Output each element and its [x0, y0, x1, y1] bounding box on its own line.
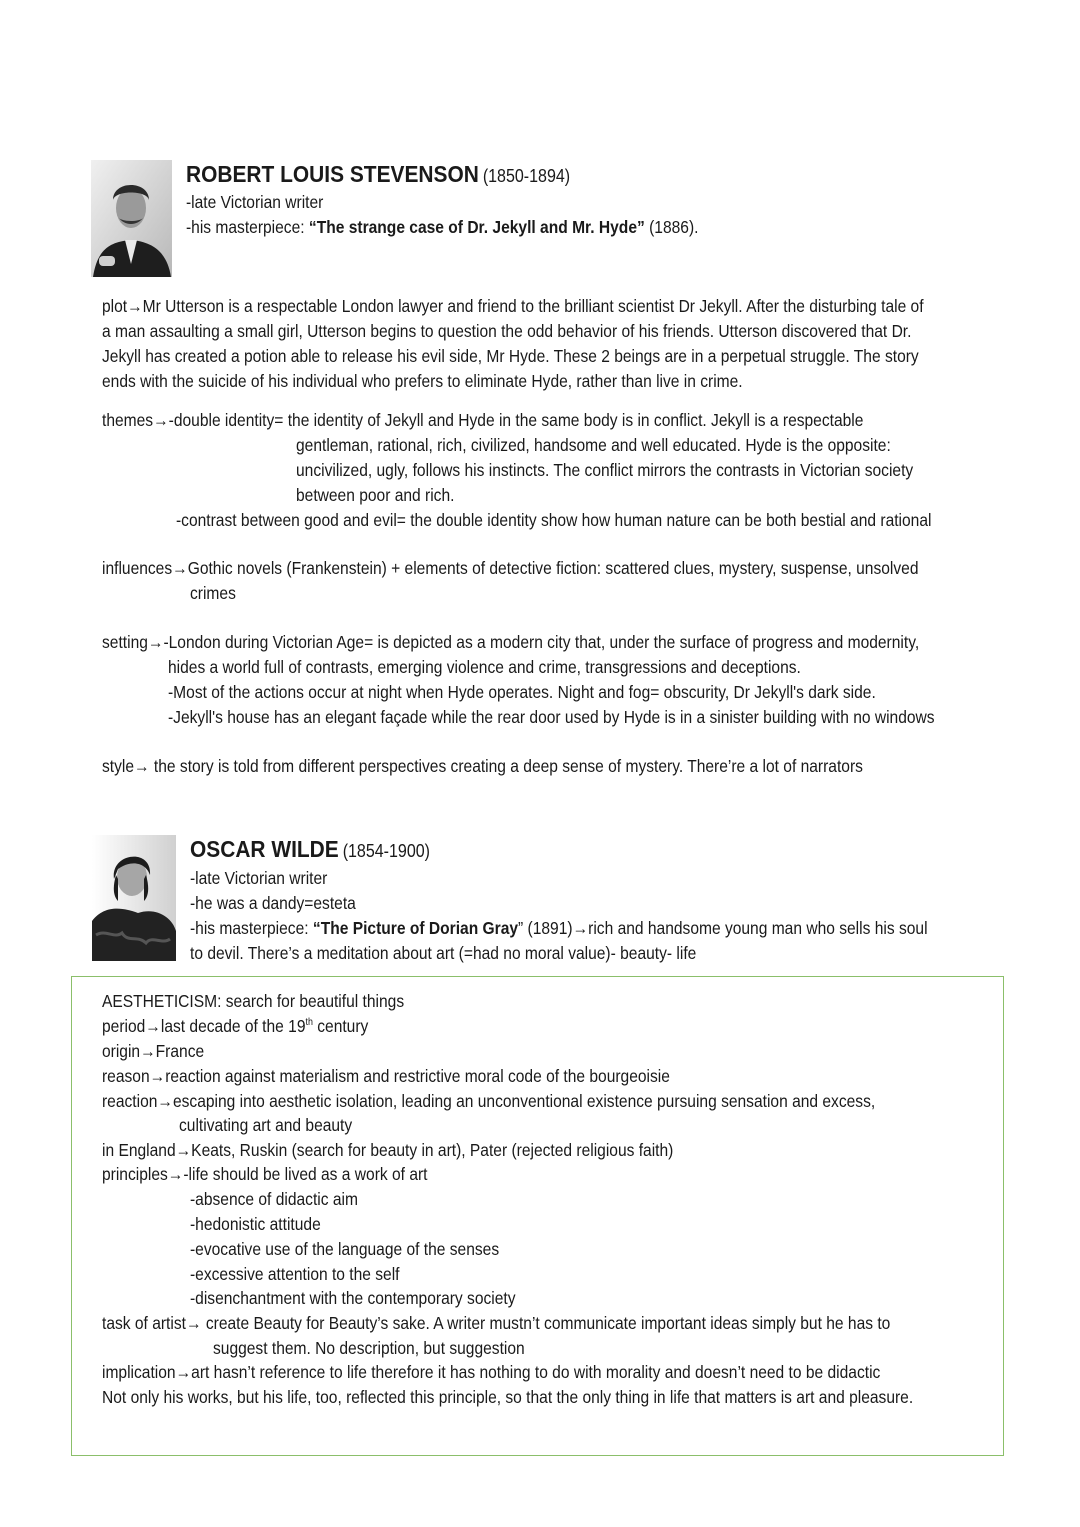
- masterpiece-title: “The strange case of Dr. Jekyll and Mr. Hyde”: [308, 217, 645, 237]
- themes-line: -contrast between good and evil= the double identity show how human nature can be both bestial and rational: [176, 510, 932, 530]
- aestheticism-origin: origin→France: [102, 1041, 205, 1061]
- aestheticism-implication: implication→art hasn’t reference to life therefore it has nothing to do with morality and doesn’t need to be didactic: [102, 1362, 881, 1382]
- aestheticism-england: in England→Keats, Ruskin (search for beauty in art), Pater (rejected religious faith): [102, 1140, 674, 1160]
- portrait-photo-icon: [91, 160, 172, 277]
- themes-line: gentleman, rational, rich, civilized, handsome and well educated. Hyde is the opposite:: [296, 435, 891, 455]
- stevenson-heading: [186, 161, 570, 188]
- aestheticism-period: period→last decade of the 19th century: [102, 1016, 369, 1036]
- aestheticism-reason: reason→reaction against materialism and restrictive moral code of the bourgeoisie: [102, 1066, 670, 1086]
- aestheticism-principle: -hedonistic attitude: [190, 1214, 321, 1234]
- setting-line: -Jekyll's house has an elegant façade while the rear door used by Hyde is in a sinister building with no windows: [168, 707, 935, 727]
- wilde-heading: [190, 836, 430, 863]
- wilde-portrait: [92, 835, 176, 961]
- masterpiece-title: “The Picture of Dorian Gray: [312, 918, 519, 938]
- influences-line: crimes: [190, 583, 236, 603]
- aestheticism-principle: -absence of didactic aim: [190, 1189, 358, 1209]
- setting-line: setting→-London during Victorian Age= is depicted as a modern city that, under the surface of progress and modernity,: [102, 632, 920, 652]
- aestheticism-title: AESTHETICISM: search for beautiful things: [102, 991, 405, 1011]
- author-dates: (1854-1900): [342, 841, 430, 861]
- aestheticism-principle: -evocative use of the language of the senses: [190, 1239, 500, 1259]
- themes-line: uncivilized, ugly, follows his instincts. The conflict mirrors the contrasts in Victorian society: [296, 460, 914, 480]
- style-line: style→ the story is told from different perspectives creating a deep sense of mystery. There’re a lot of narrators: [102, 756, 863, 776]
- author-name: OSCAR WILDE: [190, 836, 339, 862]
- aestheticism-conclusion: Not only his works, but his life, too, reflected this principle, so that the only thing in life that matters is art and pleasure.: [102, 1387, 914, 1407]
- wilde-line-2: -he was a dandy=esteta: [190, 893, 356, 913]
- setting-line: -Most of the actions occur at night when Hyde operates. Night and fog= obscurity, Dr Jekyll's dark side.: [168, 682, 876, 702]
- plot-line: ends with the suicide of his individual who prefers to eliminate Hyde, rather than live in crime.: [102, 371, 743, 391]
- author-dates: (1850-1894): [482, 166, 571, 186]
- author-name: ROBERT LOUIS STEVENSON: [186, 161, 479, 187]
- stevenson-portrait: [91, 160, 172, 277]
- plot-line: Jekyll has created a potion able to release his evil side, Mr Hyde. These 2 beings are in a perpetual struggle. The story: [102, 346, 919, 366]
- aestheticism-task: task of artist→ create Beauty for Beauty’s sake. A writer mustn’t communicate important ideas simply but he has to: [102, 1313, 891, 1333]
- wilde-line-3: -his masterpiece: “The Picture of Dorian Gray” (1891)→rich and handsome young man who sells his soul: [190, 918, 928, 938]
- stevenson-line-1: -late Victorian writer: [186, 192, 324, 212]
- aestheticism-reaction: reaction→escaping into aesthetic isolation, leading an unconventional existence pursuing sensation and excess,: [102, 1091, 876, 1111]
- aestheticism-principle: -disenchantment with the contemporary society: [190, 1288, 516, 1308]
- aestheticism-task: suggest them. No description, but suggestion: [213, 1338, 525, 1358]
- stevenson-line-2: -his masterpiece: “The strange case of Dr. Jekyll and Mr. Hyde” (1886).: [186, 217, 699, 237]
- portrait-photo-icon: [92, 835, 176, 961]
- themes-line: themes→-double identity= the identity of Jekyll and Hyde in the same body is in conflict. Jekyll is a respectable: [102, 410, 864, 430]
- influences-line: influences→Gothic novels (Frankenstein) + elements of detective fiction: scattered clues, mystery, suspense, unsolved: [102, 558, 919, 578]
- aestheticism-principle: principles→-life should be lived as a work of art: [102, 1164, 428, 1184]
- aestheticism-principle: -excessive attention to the self: [190, 1264, 400, 1284]
- wilde-line-4: to devil. There’s a meditation about art (=had no moral value)- beauty- life: [190, 943, 697, 963]
- wilde-line-1: -late Victorian writer: [190, 868, 328, 888]
- plot-line: a man assaulting a small girl, Utterson begins to question the odd behavior of his friends. Utterson discovered that Dr.: [102, 321, 912, 341]
- aestheticism-reaction: cultivating art and beauty: [179, 1115, 353, 1135]
- setting-line: hides a world full of contrasts, emerging violence and crime, transgressions and deceptions.: [168, 657, 801, 677]
- plot-line: plot→Mr Utterson is a respectable London lawyer and friend to the brilliant scientist Dr Jekyll. After the disturbing tale of: [102, 296, 924, 316]
- themes-line: between poor and rich.: [296, 485, 455, 505]
